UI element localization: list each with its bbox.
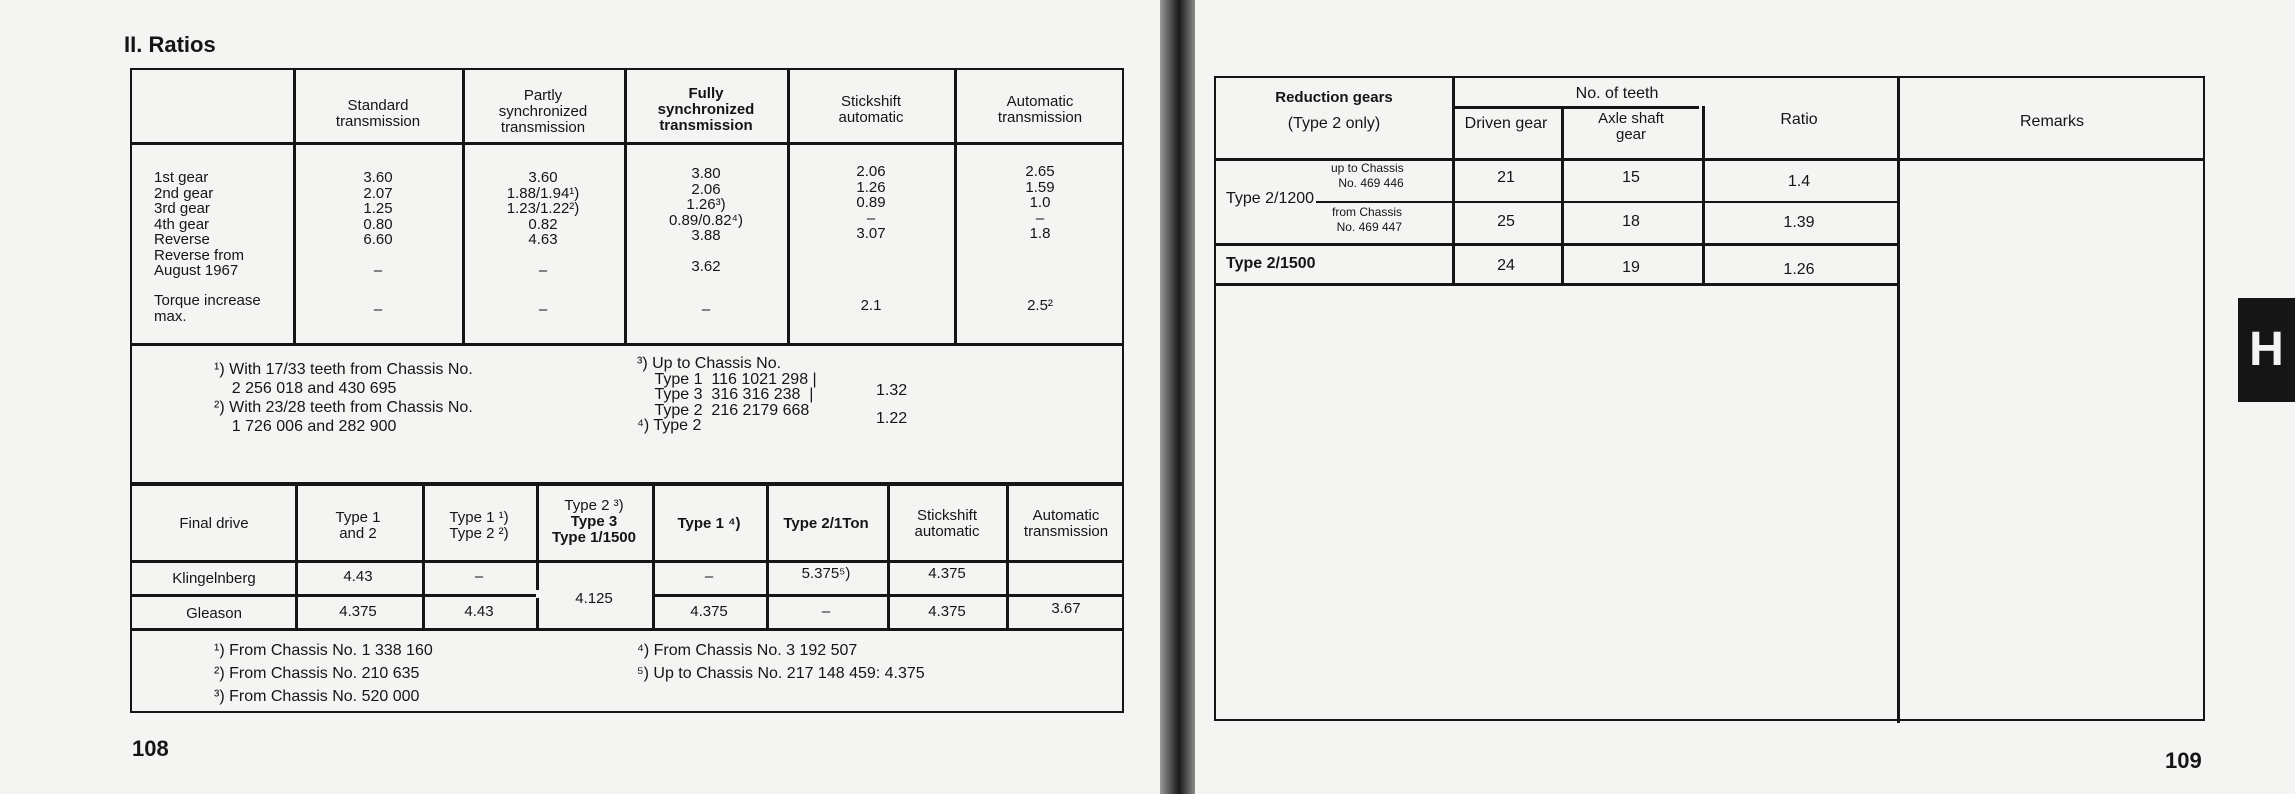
- gl-type2-1ton: –: [821, 603, 831, 620]
- kl-type1-2: 4.43: [343, 568, 373, 585]
- torque-standard: –: [373, 301, 383, 318]
- type2-only-header: (Type 2 only): [1287, 115, 1381, 132]
- gl-type1-4: 4.375: [690, 603, 728, 620]
- header-fully-synchronized: Fully synchronized transmission: [657, 85, 755, 134]
- fd-header-type2: Type 2 ³): [564, 497, 624, 514]
- row3-driven: 24: [1497, 257, 1515, 274]
- footnote-value-1: 1.32: [876, 382, 908, 399]
- kl-type1-type2: –: [474, 568, 484, 585]
- teeth-header: No. of teeth: [1575, 85, 1659, 102]
- kl-type1-4: –: [704, 568, 714, 585]
- type-1200-label: Type 2/1200: [1226, 190, 1315, 207]
- page-number-right: 109: [2165, 748, 2202, 773]
- footnote-value-2: 1.22: [876, 410, 908, 427]
- fd-header-type3: Type 3 Type 1/1500: [552, 513, 636, 546]
- header-partly-synchronized: Partly synchronized transmission: [498, 87, 588, 136]
- final-drive-footnotes-left: ¹) From Chassis No. 1 338 160 ²) From Chassis No. 210 635 ³) From Chassis No. 520 000: [214, 642, 433, 705]
- merged-value: 4.125: [569, 591, 619, 607]
- gear-footnotes-left: ¹) With 17/33 teeth from Chassis No. 2 256 018 and 430 695 ²) With 23/28 teeth from Chassis No. 1 726 006 and 282 900: [214, 361, 473, 435]
- header-stickshift: Stickshift automatic: [838, 93, 904, 126]
- torque-stickshift: 2.1: [860, 297, 882, 314]
- torque-partly: –: [538, 301, 548, 318]
- row-label-gleason: Gleason: [186, 605, 242, 622]
- row1-ratio: 1.4: [1787, 173, 1811, 190]
- torque-label: Torque increase max.: [154, 292, 261, 325]
- fd-header-type1-2: Type 1 and 2: [335, 509, 381, 542]
- gl-stickshift: 4.375: [928, 603, 966, 620]
- ratio-header: Ratio: [1780, 111, 1818, 128]
- right-page: [1195, 0, 2295, 794]
- gear-ratio-table: [130, 68, 1124, 484]
- row3-ratio: 1.26: [1783, 261, 1815, 278]
- fd-header-automatic: Automatic transmission: [1023, 507, 1109, 540]
- fd-header-stickshift: Stickshift automatic: [914, 507, 980, 540]
- driven-gear-header: Driven gear: [1464, 115, 1548, 132]
- section-thumb-tab: H: [2238, 298, 2295, 402]
- final-drive-table: [130, 484, 1124, 713]
- reduction-gears-table: [1214, 76, 2205, 721]
- values-stickshift: 2.06 1.26 0.89 – 3.07: [856, 163, 886, 242]
- final-drive-footnotes-right: ⁴) From Chassis No. 3 192 507 ⁵) Up to Chassis No. 217 148 459: 4.375: [637, 642, 925, 682]
- torque-automatic: 2.5²: [1027, 297, 1053, 314]
- header-automatic: Automatic transmission: [997, 93, 1083, 126]
- row3-axle: 19: [1622, 259, 1640, 276]
- row1-axle: 15: [1622, 169, 1640, 186]
- row-label-klingelnberg: Klingelnberg: [172, 570, 256, 587]
- final-drive-label: Final drive: [179, 515, 249, 532]
- values-standard: 3.60 2.07 1.25 0.80 6.60 –: [363, 169, 393, 279]
- type-1500-label: Type 2/1500: [1226, 255, 1316, 272]
- gear-footnotes-right: ³) Up to Chassis No. Type 1 116 1021 298 | Type 3 316 316 238 | Type 2 216 2179 668 ⁴) Type 2: [637, 355, 817, 434]
- gl-automatic: 3.67: [1051, 600, 1081, 617]
- row2-axle: 18: [1622, 213, 1640, 230]
- row2-driven: 25: [1497, 213, 1515, 230]
- kl-stickshift: 4.375: [928, 565, 966, 582]
- chassis-up-to: up to Chassis No. 469 446: [1331, 161, 1404, 190]
- reduction-gears-header: Reduction gears: [1275, 89, 1393, 106]
- kl-type2-1ton: 5.375⁵): [801, 565, 851, 582]
- fd-header-type1-4: Type 1 ⁴): [677, 515, 741, 532]
- values-fully: 3.80 2.06 1.26³) 0.89/0.82⁴) 3.88 3.62: [669, 165, 743, 275]
- fd-header-type1-type2: Type 1 ¹) Type 2 ²): [449, 509, 509, 542]
- row1-driven: 21: [1497, 169, 1515, 186]
- torque-fully: –: [701, 301, 711, 318]
- remarks-header: Remarks: [2019, 113, 2085, 130]
- values-automatic: 2.65 1.59 1.0 – 1.8: [1025, 163, 1055, 242]
- fd-header-type2-1ton: Type 2/1Ton: [783, 515, 869, 532]
- section-title: II. Ratios: [124, 32, 216, 57]
- page-number-left: 108: [132, 736, 169, 761]
- gear-labels: 1st gear 2nd gear 3rd gear 4th gear Reverse Reverse from August 1967: [154, 169, 245, 279]
- axle-shaft-header: Axle shaft gear: [1598, 110, 1664, 143]
- book-gutter: [1160, 0, 1195, 794]
- chassis-from: from Chassis No. 469 447: [1332, 205, 1403, 234]
- gl-type1-2: 4.375: [339, 603, 377, 620]
- gl-type1-type2: 4.43: [464, 603, 494, 620]
- values-partly: 3.60 1.88/1.94¹) 1.23/1.22²) 0.82 4.63 –: [506, 169, 580, 279]
- header-standard: Standard transmission: [335, 97, 421, 130]
- row2-ratio: 1.39: [1783, 214, 1815, 231]
